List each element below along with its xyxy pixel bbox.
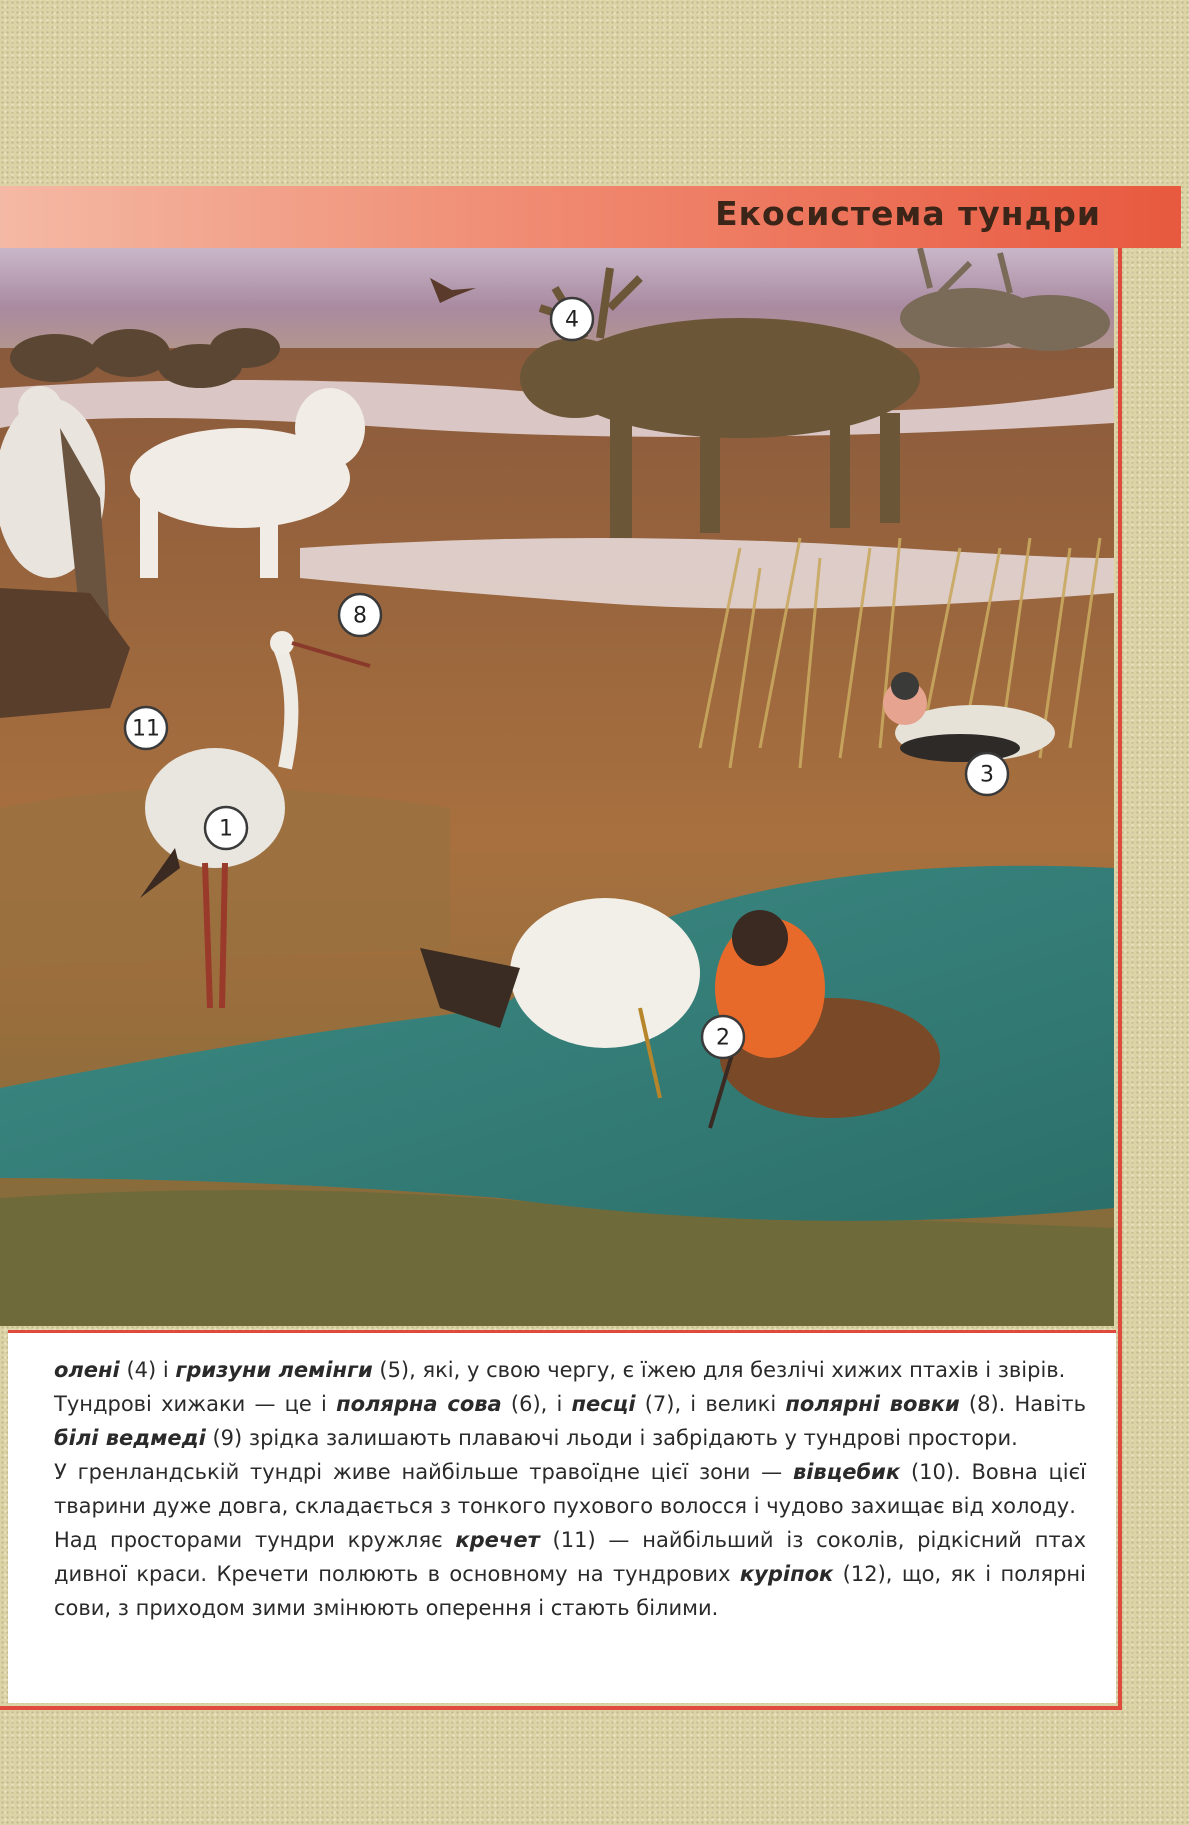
text-run: (4) і bbox=[119, 1358, 176, 1382]
page-title: Екосистема тундри bbox=[715, 194, 1101, 233]
text-run: (8). Навіть bbox=[959, 1392, 1087, 1416]
paragraph-2 bbox=[54, 1387, 1086, 1455]
label-4 bbox=[551, 298, 593, 340]
term-reindeer: олені bbox=[54, 1358, 120, 1382]
text-panel bbox=[8, 1330, 1116, 1703]
text-run: (9) зрідка залишають плаваючі льоди і забрідають у тундрові простори. bbox=[205, 1426, 1018, 1450]
label-2 bbox=[702, 1016, 744, 1058]
svg-text:2: 2 bbox=[716, 1025, 730, 1051]
paragraph-1 bbox=[54, 1353, 1086, 1387]
term-gyrfalcon: кречет bbox=[455, 1528, 540, 1552]
term-polar-bears: білі ведмеді bbox=[54, 1426, 206, 1450]
term-snowy-owl: полярна сова bbox=[336, 1392, 502, 1416]
text-run: Тундрові хижаки — це і bbox=[54, 1392, 337, 1416]
term-ptarmigan: куріпок bbox=[739, 1562, 834, 1586]
text-run: У гренландській тундрі живе найбільше травоїдне цієї зони — bbox=[54, 1460, 793, 1484]
svg-text:4: 4 bbox=[565, 307, 579, 333]
label-1 bbox=[205, 807, 247, 849]
text-run: (11) — найбільший із соколів, рідкісний птах дивної краси. Кречети полюють в основному на тундрових bbox=[54, 1528, 1086, 1586]
svg-text:3: 3 bbox=[980, 762, 994, 788]
term-arctic-fox: песці bbox=[571, 1392, 636, 1416]
label-11 bbox=[125, 707, 167, 749]
text-run: Над просторами тундри кружляє bbox=[54, 1528, 456, 1552]
svg-text:11: 11 bbox=[132, 716, 160, 742]
term-polar-wolves: полярні вовки bbox=[785, 1392, 960, 1416]
label-8 bbox=[339, 594, 381, 636]
text-run: (5), які, у свою чергу, є їжею для безлічі хижих птахів і звірів. bbox=[372, 1358, 1066, 1382]
title-band bbox=[0, 186, 1181, 248]
term-muskox: вівцебик bbox=[792, 1460, 901, 1484]
tundra-illustration bbox=[0, 248, 1114, 1326]
text-run: (12), що, як і полярні сови, з приходом зими змінюють оперення і стають білими. bbox=[54, 1562, 1086, 1620]
svg-text:1: 1 bbox=[219, 816, 233, 842]
term-lemmings: гризуни лемінги bbox=[175, 1358, 373, 1382]
svg-text:8: 8 bbox=[353, 603, 367, 629]
body-text bbox=[54, 1353, 1086, 1625]
label-3 bbox=[966, 753, 1008, 795]
paragraph-3 bbox=[54, 1455, 1086, 1523]
paragraph-4 bbox=[54, 1523, 1086, 1625]
text-run: (10). Вовна цієї тварини дуже довга, складається з тонкого пухового волосся і чудово захищає від холоду. bbox=[54, 1460, 1087, 1518]
text-run: (6), і bbox=[501, 1392, 572, 1416]
text-run: (7), і великі bbox=[635, 1392, 786, 1416]
